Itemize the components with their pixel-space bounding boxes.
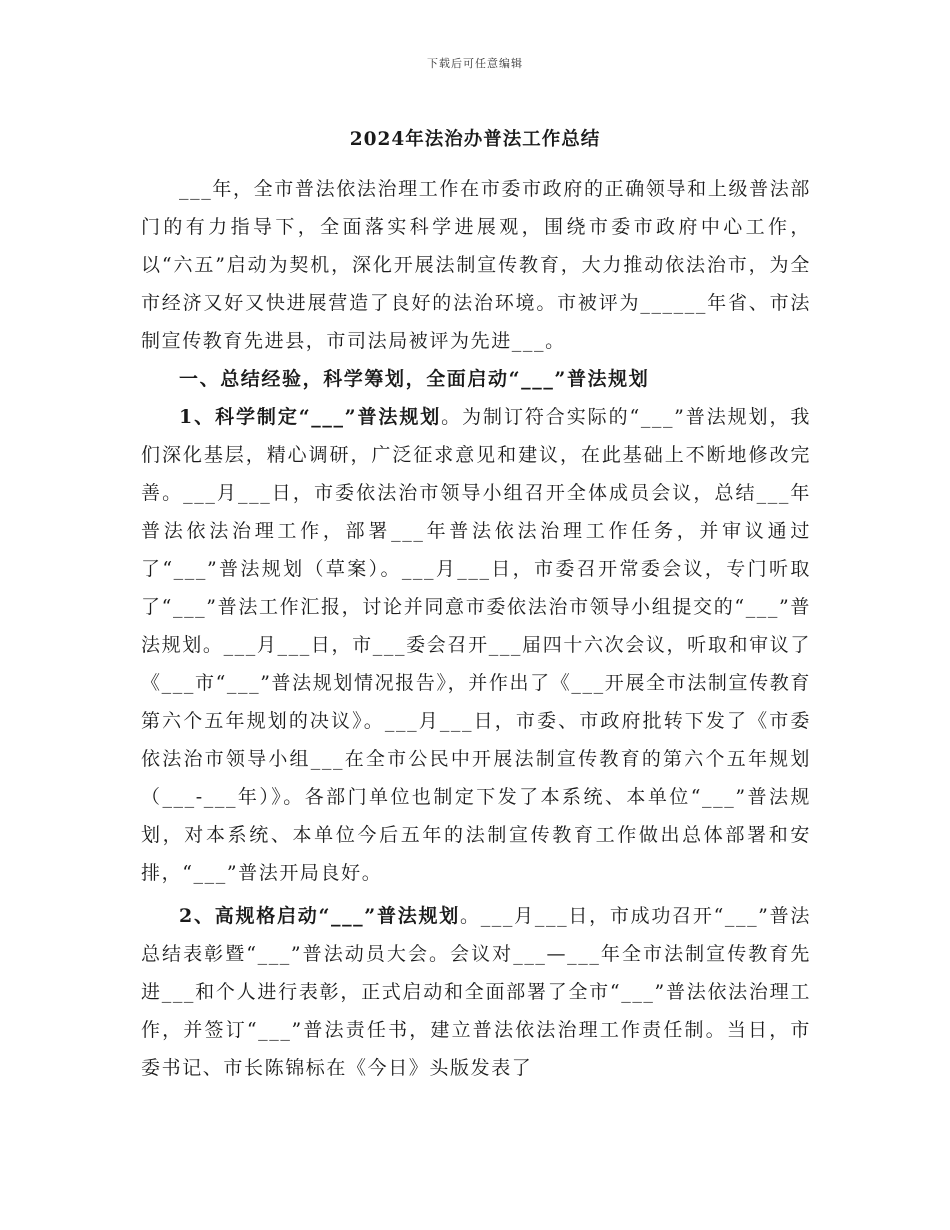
document-title: 2024年法治办普法工作总结 [349,129,601,150]
subsection-2-paragraph [141,897,811,1087]
subsection-2-text: 。___月___日，市成功召开“___”普法总结表彰暨“___”普法动员大会。会议对___—___年全市法制宣传教育先进___和个人进行表彰，正式启动和全面部署了全市“___”普法依法治理工作，并签订“___”普法责任书，建立普法依法治理工作责任制。当日，市委书记、市长陈锦标在《今日》头版发表了 [141,905,811,1079]
subsection-1-lead: 1、科学制定“___”普法规划 [179,406,442,428]
document-body [141,170,811,1087]
section-heading-1: 一、总结经验，科学筹划，全面启动“___”普法规划 [179,368,650,390]
header-note: 下载后可任意编辑 [427,57,523,70]
subsection-1-text: 。为制订符合实际的“___”普法规划，我们深化基层，精心调研，广泛征求意见和建议，在此基础上不断地修改完善。___月___日，市委依法治市领导小组召开全体成员会议，总结___年普法依法治理工作，部署___年普法依法治理工作任务，并审议通过了“___”普法规划（草案）。___月___日，市委召开常委会议，专门听取了“___”普法工作汇报，讨论并同意市委依法治市领导小组提交的“___”普法规划。___月___日，市___委会召开___届四十六次会议，听取和审议了《___市“___”普法规划情况报告》，并作出了《___开展全市法制宣传教育第六个五年规划的决议》。___月___日，市委、市政府批转下发了《市委依法治市领导小组___在全市公民中开展法制宣传教育的第六个五年规划（___-___年）》。各部门单位也制定下发了本系统、本单位“___”普法规划，对本系统、本单位今后五年的法制宣传教育工作做出总体部署和安排，“___”普法开局良好。 [141,406,811,884]
subsection-1-paragraph [141,398,811,892]
intro-paragraph: ___年，全市普法依法治理工作在市委市政府的正确领导和上级普法部门的有力指导下，全面落实科学进展观，围绕市委市政府中心工作，以“六五”启动为契机，深化开展法制宣传教育，大力推动依法治市，为全市经济又好又快进展营造了良好的法治环境。市被评为______年省、市法制宣传教育先进县，市司法局被评为先进___。 [141,178,811,352]
subsection-2-lead: 2、高规格启动“___”普法规划 [179,905,460,927]
